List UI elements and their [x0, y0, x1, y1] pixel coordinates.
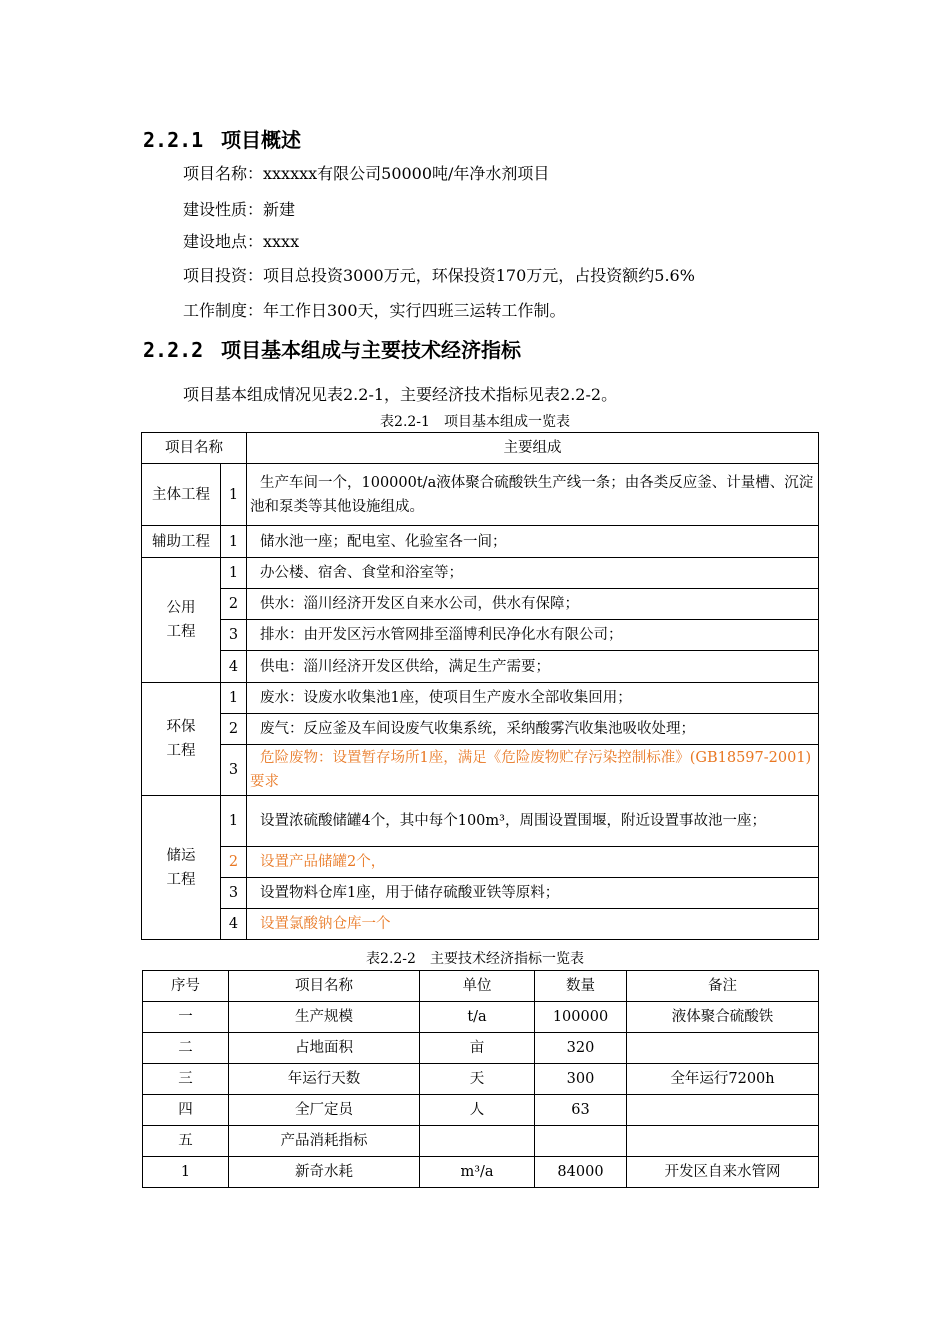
cell-item-name: 全厂定员	[229, 1095, 420, 1126]
header-remarks: 备注	[627, 971, 819, 1002]
table-row	[143, 1002, 819, 1033]
cell-quantity: 100000	[535, 1002, 627, 1033]
table1-caption: 表2.2-1 项目基本组成一览表	[380, 414, 570, 430]
header-item-name: 项目名称	[229, 971, 420, 1002]
category-cell: 环保 工程	[142, 683, 221, 796]
row-description: 废水：设废水收集池1座，使项目生产废水全部收集回用；	[247, 683, 819, 714]
row-index: 1	[221, 683, 247, 714]
row-description-highlighted: 设置产品储罐2个，	[247, 847, 819, 878]
category-cell: 储运 工程	[142, 796, 221, 940]
row-index: 1	[221, 526, 247, 558]
table-header-row	[143, 971, 819, 1002]
cell-remarks	[627, 1126, 819, 1157]
cell-unit: 亩	[420, 1033, 535, 1064]
cell-quantity	[535, 1126, 627, 1157]
cell-seq: 五	[143, 1126, 229, 1157]
section-heading-2-2-2	[143, 334, 521, 363]
table-row	[142, 909, 819, 940]
row-index: 2	[221, 714, 247, 745]
cell-seq: 四	[143, 1095, 229, 1126]
project-name-line: 项目名称：xxxxxx有限公司50000吨/年净水剂项目	[183, 164, 550, 183]
project-composition-table	[141, 432, 819, 940]
section-number: 2.2.1	[143, 128, 204, 152]
cell-seq: 一	[143, 1002, 229, 1033]
row-description: 生产车间一个，100000t/a液体聚合硫酸铁生产线一条；由各类反应釜、计量槽、沉淀池和泵类等其他设施组成。	[247, 464, 819, 526]
row-description: 废气：反应釜及车间设废气收集系统，采纳酸雾汽收集池吸收处理；	[247, 714, 819, 745]
row-description: 供电：淄川经济开发区供给，满足生产需要；	[247, 651, 819, 683]
table-row	[142, 683, 819, 714]
section-title: 项目概述	[221, 128, 301, 152]
row-index: 4	[221, 651, 247, 683]
row-index: 3	[221, 878, 247, 909]
table-row	[143, 1126, 819, 1157]
row-index: 3	[221, 745, 247, 796]
cell-remarks	[627, 1033, 819, 1064]
table-row	[142, 878, 819, 909]
table-row	[142, 464, 819, 526]
cell-unit: m³/a	[420, 1157, 535, 1188]
row-description: 供水：淄川经济开发区自来水公司，供水有保障；	[247, 589, 819, 620]
construction-nature-line: 建设性质：新建	[183, 200, 296, 219]
table-row	[143, 1157, 819, 1188]
cell-seq: 二	[143, 1033, 229, 1064]
table-row	[142, 745, 819, 796]
table-row	[142, 651, 819, 683]
section-number: 2.2.2	[143, 338, 204, 362]
project-investment-line: 项目投资：项目总投资3000万元，环保投资170万元，占投资额约5.6%	[183, 266, 695, 285]
table-row	[143, 1095, 819, 1126]
construction-site-line: 建设地点：xxxx	[183, 232, 300, 251]
table-row	[142, 589, 819, 620]
table-row	[142, 620, 819, 651]
cell-quantity: 84000	[535, 1157, 627, 1188]
category-cell: 公用 工程	[142, 558, 221, 683]
category-cell: 主体工程	[142, 464, 221, 526]
cell-item-name: 生产规模	[229, 1002, 420, 1033]
row-description: 办公楼、宿舍、食堂和浴室等；	[247, 558, 819, 589]
table-header-row	[142, 433, 819, 464]
work-system-line: 工作制度：年工作日300天，实行四班三运转工作制。	[183, 301, 566, 320]
technical-economic-indicators-table	[142, 970, 819, 1188]
cell-quantity: 320	[535, 1033, 627, 1064]
row-description: 设置物料仓库1座，用于储存硫酸亚铁等原料；	[247, 878, 819, 909]
row-index: 1	[221, 558, 247, 589]
cell-item-name: 占地面积	[229, 1033, 420, 1064]
table-row	[142, 714, 819, 745]
header-main-composition: 主要组成	[247, 433, 819, 464]
row-index: 2	[221, 589, 247, 620]
cell-seq: 1	[143, 1157, 229, 1188]
table-row	[142, 526, 819, 558]
row-index: 1	[221, 796, 247, 847]
table-row	[143, 1064, 819, 1095]
cell-remarks: 全年运行7200h	[627, 1064, 819, 1095]
cell-remarks	[627, 1095, 819, 1126]
row-description-highlighted: 危险废物：设置暂存场所1座，满足《危险废物贮存污染控制标准》(GB18597-2001)要求	[247, 745, 819, 796]
table-row	[142, 847, 819, 878]
table-row	[142, 796, 819, 847]
category-cell: 辅助工程	[142, 526, 221, 558]
table-row	[142, 558, 819, 589]
row-index: 4	[221, 909, 247, 940]
row-index: 3	[221, 620, 247, 651]
cell-item-name: 产品消耗指标	[229, 1126, 420, 1157]
row-description: 排水：由开发区污水管网排至淄博利民净化水有限公司；	[247, 620, 819, 651]
cell-item-name: 新奇水耗	[229, 1157, 420, 1188]
cell-item-name: 年运行天数	[229, 1064, 420, 1095]
header-quantity: 数量	[535, 971, 627, 1002]
table-row	[143, 1033, 819, 1064]
cell-unit: 天	[420, 1064, 535, 1095]
cell-seq: 三	[143, 1064, 229, 1095]
row-description: 储水池一座；配电室、化验室各一间；	[247, 526, 819, 558]
cell-remarks: 开发区自来水管网	[627, 1157, 819, 1188]
row-description: 设置浓硫酸储罐4个，其中每个100m³，周围设置围堰，附近设置事故池一座；	[247, 796, 819, 847]
cell-unit: t/a	[420, 1002, 535, 1033]
cell-unit: 人	[420, 1095, 535, 1126]
cell-quantity: 300	[535, 1064, 627, 1095]
header-project-name: 项目名称	[142, 433, 247, 464]
cell-unit	[420, 1126, 535, 1157]
header-seq: 序号	[143, 971, 229, 1002]
cell-remarks: 液体聚合硫酸铁	[627, 1002, 819, 1033]
header-unit: 单位	[420, 971, 535, 1002]
row-index: 1	[221, 464, 247, 526]
row-description-highlighted: 设置氯酸钠仓库一个	[247, 909, 819, 940]
row-index: 2	[221, 847, 247, 878]
cell-quantity: 63	[535, 1095, 627, 1126]
table2-caption: 表2.2-2 主要技术经济指标一览表	[366, 951, 584, 967]
intro-paragraph: 项目基本组成情况见表2.2-1，主要经济技术指标见表2.2-2。	[183, 385, 618, 404]
section-heading-2-2-1	[143, 124, 301, 153]
section-title: 项目基本组成与主要技术经济指标	[221, 338, 521, 362]
